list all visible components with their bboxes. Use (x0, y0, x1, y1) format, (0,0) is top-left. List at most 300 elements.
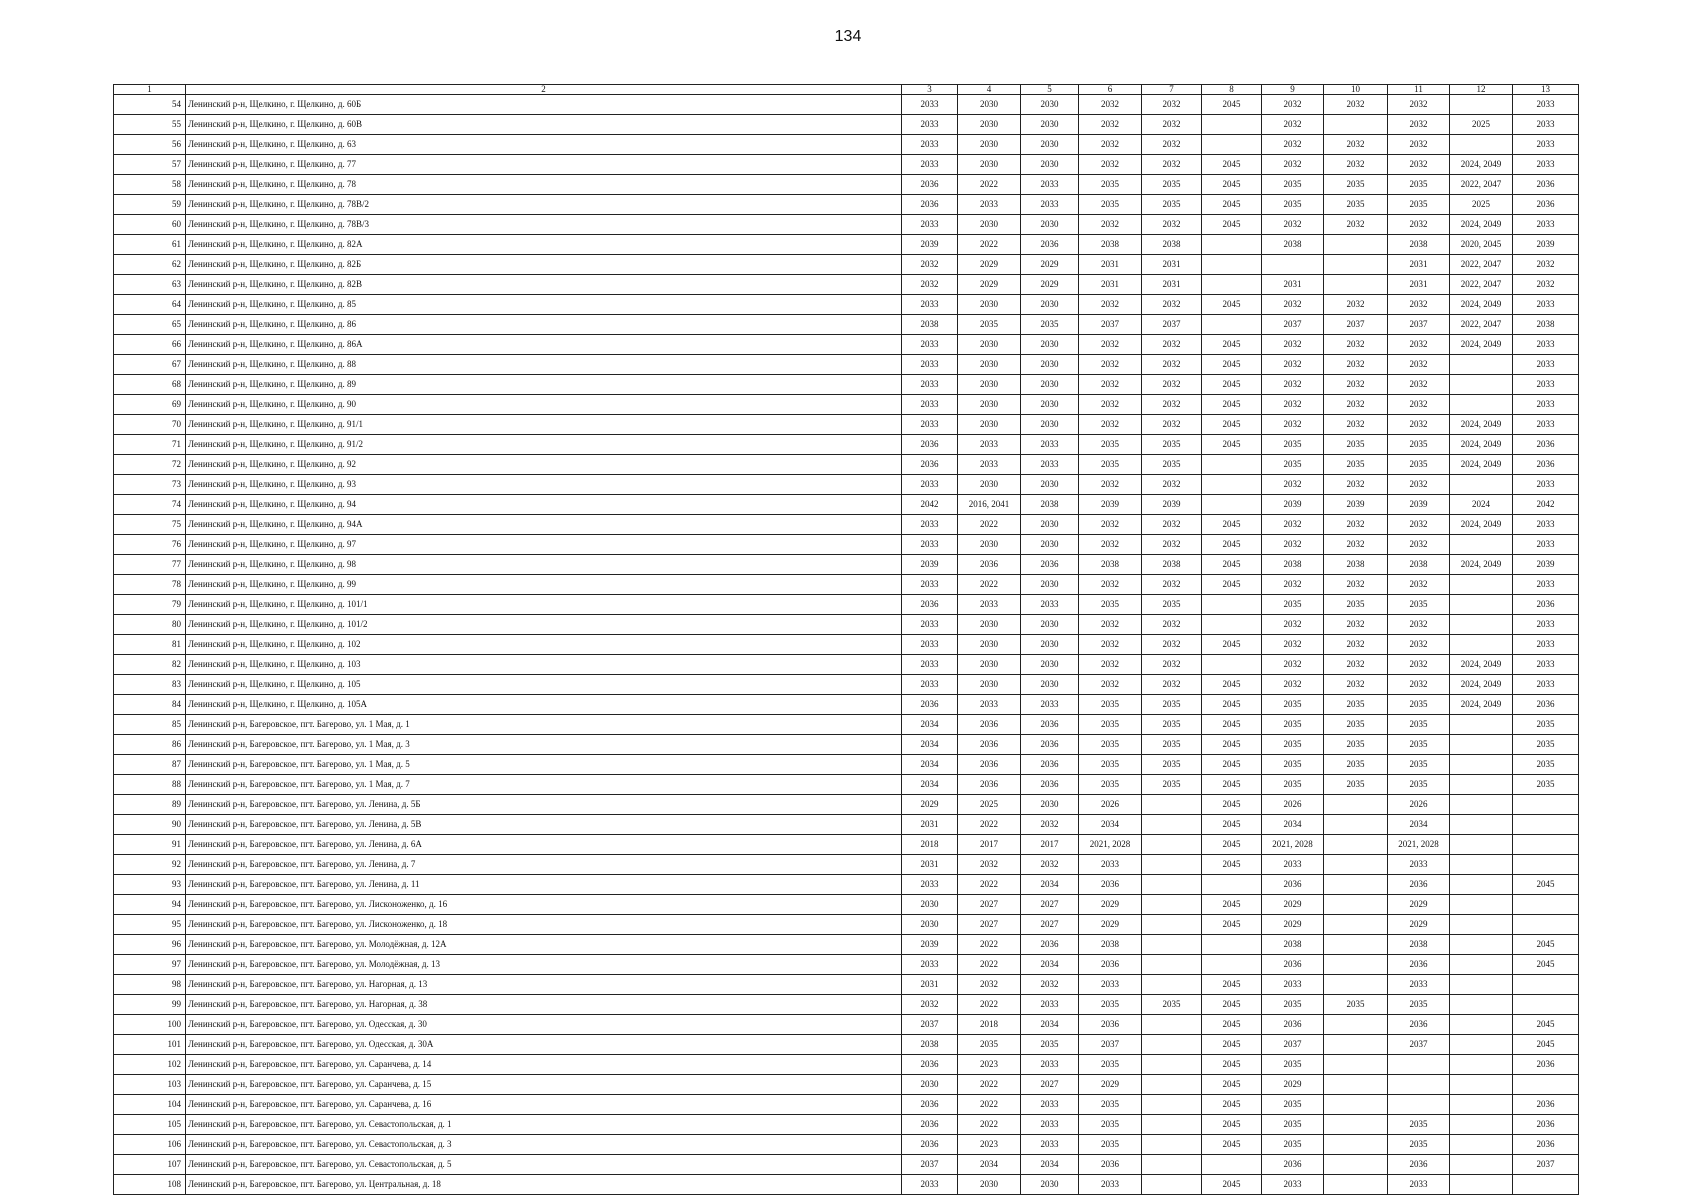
year-cell: 2036 (958, 715, 1021, 735)
year-cell: 2035 (1388, 1135, 1450, 1155)
year-cell: 2029 (1021, 275, 1079, 295)
year-cell: 2034 (902, 735, 958, 755)
year-cell: 2027 (1021, 1075, 1079, 1095)
table-row (114, 355, 1579, 375)
year-cell: 2030 (958, 335, 1021, 355)
year-cell: 2036 (1021, 735, 1079, 755)
year-cell (1324, 955, 1388, 975)
year-cell: 2035 (1513, 715, 1579, 735)
year-cell: 2035 (1142, 595, 1202, 615)
year-cell: 2038 (1079, 935, 1142, 955)
table-row (114, 1155, 1579, 1175)
address-cell: Ленинский р-н, Щелкино, г. Щелкино, д. 88 (186, 355, 902, 375)
address-cell: Ленинский р-н, Щелкино, г. Щелкино, д. 78В/3 (186, 215, 902, 235)
year-cell: 2032 (1262, 635, 1324, 655)
table-row (114, 1075, 1579, 1095)
year-cell: 2024, 2049 (1450, 675, 1513, 695)
year-cell: 2032 (1262, 375, 1324, 395)
address-cell: Ленинский р-н, Щелкино, г. Щелкино, д. 94А (186, 515, 902, 535)
year-cell: 2030 (958, 375, 1021, 395)
year-cell (1324, 1095, 1388, 1115)
year-cell: 2036 (1262, 1155, 1324, 1175)
year-cell: 2035 (1079, 595, 1142, 615)
table-row (114, 835, 1579, 855)
row-number-cell: 64 (114, 295, 186, 315)
row-number-cell: 71 (114, 435, 186, 455)
row-number-cell: 92 (114, 855, 186, 875)
year-cell: 2039 (1513, 555, 1579, 575)
year-cell: 2030 (958, 215, 1021, 235)
year-cell (1450, 955, 1513, 975)
year-cell: 2045 (1202, 1015, 1262, 1035)
column-header: 12 (1450, 85, 1513, 95)
table-row (114, 855, 1579, 875)
table-row (114, 535, 1579, 555)
year-cell (1142, 795, 1202, 815)
year-cell: 2033 (1513, 375, 1579, 395)
year-cell: 2027 (958, 895, 1021, 915)
year-cell: 2038 (1388, 935, 1450, 955)
year-cell (1324, 235, 1388, 255)
year-cell: 2030 (902, 1075, 958, 1095)
table-row (114, 135, 1579, 155)
table-row (114, 335, 1579, 355)
year-cell: 2032 (1324, 615, 1388, 635)
year-cell (1450, 855, 1513, 875)
year-cell: 2030 (958, 115, 1021, 135)
year-cell: 2036 (1079, 1155, 1142, 1175)
year-cell: 2039 (1262, 495, 1324, 515)
year-cell: 2035 (1388, 995, 1450, 1015)
address-cell: Ленинский р-н, Щелкино, г. Щелкино, д. 60Б (186, 95, 902, 115)
year-cell: 2045 (1202, 555, 1262, 575)
year-cell (1142, 815, 1202, 835)
year-cell: 2045 (1513, 955, 1579, 975)
address-cell: Ленинский р-н, Багеровское, пгт. Багерово, ул. Ленина, д. 11 (186, 875, 902, 895)
year-cell (1450, 595, 1513, 615)
year-cell: 2022 (958, 1075, 1021, 1095)
year-cell: 2039 (1324, 495, 1388, 515)
year-cell: 2032 (1142, 395, 1202, 415)
year-cell: 2032 (1324, 635, 1388, 655)
year-cell: 2032 (1079, 575, 1142, 595)
year-cell: 2037 (902, 1155, 958, 1175)
year-cell: 2038 (1079, 555, 1142, 575)
year-cell (1202, 595, 1262, 615)
address-cell: Ленинский р-н, Багеровское, пгт. Багерово, ул. Саранчева, д. 16 (186, 1095, 902, 1115)
year-cell: 2032 (1079, 295, 1142, 315)
year-cell (1450, 1075, 1513, 1095)
year-cell: 2030 (1021, 395, 1079, 415)
year-cell (1450, 535, 1513, 555)
year-cell: 2035 (1388, 755, 1450, 775)
year-cell: 2032 (1388, 135, 1450, 155)
year-cell: 2033 (1513, 655, 1579, 675)
year-cell: 2035 (1262, 195, 1324, 215)
year-cell (1202, 235, 1262, 255)
year-cell: 2036 (1513, 175, 1579, 195)
year-cell: 2038 (1388, 555, 1450, 575)
year-cell: 2033 (902, 395, 958, 415)
row-number-cell: 94 (114, 895, 186, 915)
year-cell: 2029 (1262, 915, 1324, 935)
year-cell: 2032 (1079, 415, 1142, 435)
year-cell: 2035 (1262, 595, 1324, 615)
year-cell: 2033 (902, 215, 958, 235)
year-cell: 2021, 2028 (1388, 835, 1450, 855)
year-cell: 2032 (1324, 135, 1388, 155)
year-cell: 2032 (1324, 295, 1388, 315)
year-cell: 2031 (1079, 255, 1142, 275)
year-cell: 2034 (1021, 875, 1079, 895)
year-cell: 2032 (1142, 475, 1202, 495)
year-cell: 2032 (1262, 675, 1324, 695)
row-number-cell: 68 (114, 375, 186, 395)
year-cell: 2033 (902, 675, 958, 695)
address-cell: Ленинский р-н, Щелкино, г. Щелкино, д. 90 (186, 395, 902, 415)
year-cell (1388, 1095, 1450, 1115)
year-cell: 2032 (1388, 215, 1450, 235)
year-cell: 2035 (1079, 175, 1142, 195)
row-number-cell: 70 (114, 415, 186, 435)
year-cell: 2029 (1262, 1075, 1324, 1095)
year-cell: 2035 (1262, 1135, 1324, 1155)
row-number-cell: 85 (114, 715, 186, 735)
year-cell: 2027 (1021, 895, 1079, 915)
year-cell: 2033 (1262, 1175, 1324, 1195)
row-number-cell: 106 (114, 1135, 186, 1155)
year-cell: 2030 (958, 395, 1021, 415)
year-cell: 2037 (1079, 315, 1142, 335)
year-cell (1450, 1095, 1513, 1115)
year-cell (1450, 755, 1513, 775)
year-cell: 2022 (958, 575, 1021, 595)
year-cell: 2031 (1388, 255, 1450, 275)
year-cell (1142, 835, 1202, 855)
table-row (114, 495, 1579, 515)
year-cell: 2033 (902, 875, 958, 895)
year-cell: 2032 (958, 975, 1021, 995)
year-cell: 2033 (1513, 115, 1579, 135)
row-number-cell: 77 (114, 555, 186, 575)
year-cell (1202, 655, 1262, 675)
year-cell: 2033 (902, 635, 958, 655)
year-cell: 2021, 2028 (1079, 835, 1142, 855)
year-cell: 2036 (902, 1115, 958, 1135)
row-number-cell: 103 (114, 1075, 186, 1095)
address-cell: Ленинский р-н, Щелкино, г. Щелкино, д. 105А (186, 695, 902, 715)
year-cell: 2017 (1021, 835, 1079, 855)
year-cell: 2030 (958, 635, 1021, 655)
year-cell (1513, 895, 1579, 915)
year-cell: 2033 (902, 375, 958, 395)
year-cell: 2032 (1388, 115, 1450, 135)
year-cell: 2039 (1388, 495, 1450, 515)
year-cell: 2032 (902, 275, 958, 295)
year-cell: 2039 (1513, 235, 1579, 255)
year-cell: 2035 (1388, 735, 1450, 755)
year-cell: 2035 (958, 1035, 1021, 1055)
year-cell (1450, 135, 1513, 155)
year-cell: 2032 (1079, 135, 1142, 155)
year-cell: 2029 (1079, 895, 1142, 915)
year-cell: 2032 (1388, 675, 1450, 695)
year-cell: 2035 (1142, 995, 1202, 1015)
table-row (114, 235, 1579, 255)
year-cell: 2033 (1021, 1055, 1079, 1075)
year-cell: 2033 (1513, 575, 1579, 595)
year-cell: 2022 (958, 235, 1021, 255)
row-number-cell: 69 (114, 395, 186, 415)
year-cell: 2036 (1021, 775, 1079, 795)
year-cell: 2033 (1021, 695, 1079, 715)
year-cell: 2036 (1388, 955, 1450, 975)
year-cell: 2032 (1324, 155, 1388, 175)
address-cell: Ленинский р-н, Щелкино, г. Щелкино, д. 99 (186, 575, 902, 595)
year-cell: 2032 (1142, 155, 1202, 175)
year-cell: 2030 (1021, 475, 1079, 495)
year-cell: 2030 (958, 415, 1021, 435)
year-cell: 2035 (1079, 775, 1142, 795)
year-cell: 2032 (1388, 375, 1450, 395)
year-cell: 2023 (958, 1055, 1021, 1075)
year-cell: 2032 (902, 255, 958, 275)
year-cell: 2036 (902, 1055, 958, 1075)
table-row (114, 955, 1579, 975)
year-cell: 2032 (1513, 275, 1579, 295)
year-cell: 2033 (902, 355, 958, 375)
year-cell (1450, 715, 1513, 735)
year-cell: 2032 (1324, 655, 1388, 675)
year-cell (1450, 475, 1513, 495)
year-cell: 2033 (902, 415, 958, 435)
year-cell: 2033 (958, 455, 1021, 475)
year-cell: 2033 (1513, 535, 1579, 555)
table-row (114, 815, 1579, 835)
year-cell: 2037 (1142, 315, 1202, 335)
year-cell: 2035 (1262, 455, 1324, 475)
year-cell: 2032 (1262, 655, 1324, 675)
column-header: 5 (1021, 85, 1079, 95)
year-cell: 2024, 2049 (1450, 415, 1513, 435)
year-cell: 2031 (1262, 275, 1324, 295)
year-cell: 2045 (1202, 1075, 1262, 1095)
year-cell: 2025 (958, 795, 1021, 815)
year-cell: 2035 (1079, 1055, 1142, 1075)
year-cell: 2035 (1324, 775, 1388, 795)
year-cell: 2037 (1262, 315, 1324, 335)
year-cell (1202, 475, 1262, 495)
year-cell: 2035 (1079, 1115, 1142, 1135)
year-cell: 2045 (1202, 395, 1262, 415)
year-cell: 2035 (1388, 175, 1450, 195)
year-cell (1142, 875, 1202, 895)
year-cell (1324, 1135, 1388, 1155)
year-cell: 2026 (1262, 795, 1324, 815)
row-number-cell: 76 (114, 535, 186, 555)
year-cell (1450, 995, 1513, 1015)
year-cell: 2045 (1202, 735, 1262, 755)
year-cell: 2032 (1324, 535, 1388, 555)
address-cell: Ленинский р-н, Багеровское, пгт. Багерово, ул. Ленина, д. 5В (186, 815, 902, 835)
year-cell: 2045 (1202, 95, 1262, 115)
year-cell: 2034 (1021, 1155, 1079, 1175)
column-header: 7 (1142, 85, 1202, 95)
year-cell: 2035 (1324, 715, 1388, 735)
year-cell: 2045 (1202, 515, 1262, 535)
year-cell: 2032 (1142, 675, 1202, 695)
year-cell: 2032 (1262, 355, 1324, 375)
table-row (114, 1055, 1579, 1075)
year-cell: 2045 (1202, 1115, 1262, 1135)
year-cell: 2035 (1021, 315, 1079, 335)
year-cell: 2036 (1513, 595, 1579, 615)
year-cell: 2022 (958, 935, 1021, 955)
year-cell: 2033 (1388, 975, 1450, 995)
year-cell: 2042 (902, 495, 958, 515)
row-number-cell: 61 (114, 235, 186, 255)
row-number-cell: 100 (114, 1015, 186, 1035)
year-cell: 2033 (902, 535, 958, 555)
year-cell: 2035 (1079, 695, 1142, 715)
year-cell: 2032 (1324, 575, 1388, 595)
row-number-cell: 81 (114, 635, 186, 655)
year-cell: 2045 (1513, 875, 1579, 895)
year-cell: 2034 (1021, 1015, 1079, 1035)
year-cell: 2032 (1388, 535, 1450, 555)
year-cell: 2038 (902, 1035, 958, 1055)
year-cell: 2035 (1142, 775, 1202, 795)
year-cell: 2033 (1513, 135, 1579, 155)
year-cell: 2032 (1262, 535, 1324, 555)
year-cell: 2045 (1202, 1035, 1262, 1055)
address-cell: Ленинский р-н, Щелкино, г. Щелкино, д. 63 (186, 135, 902, 155)
table-row (114, 935, 1579, 955)
year-cell (1324, 1015, 1388, 1035)
table-row (114, 95, 1579, 115)
year-cell (1513, 1075, 1579, 1095)
year-cell: 2030 (1021, 615, 1079, 635)
year-cell (1142, 935, 1202, 955)
year-cell: 2032 (902, 995, 958, 1015)
year-cell: 2033 (1021, 1115, 1079, 1135)
year-cell: 2033 (902, 955, 958, 975)
row-number-cell: 95 (114, 915, 186, 935)
year-cell: 2045 (1202, 535, 1262, 555)
year-cell: 2030 (1021, 415, 1079, 435)
address-cell: Ленинский р-н, Багеровское, пгт. Багерово, ул. Одесская, д. 30 (186, 1015, 902, 1035)
year-cell: 2025 (1450, 115, 1513, 135)
table-row (114, 915, 1579, 935)
address-cell: Ленинский р-н, Багеровское, пгт. Багерово, ул. Ленина, д. 6А (186, 835, 902, 855)
year-cell (1388, 1055, 1450, 1075)
year-cell: 2035 (1079, 1095, 1142, 1115)
year-cell (1324, 795, 1388, 815)
address-cell: Ленинский р-н, Щелкино, г. Щелкино, д. 101/1 (186, 595, 902, 615)
year-cell: 2031 (1079, 275, 1142, 295)
year-cell: 2033 (902, 335, 958, 355)
year-cell: 2036 (902, 1135, 958, 1155)
year-cell: 2045 (1202, 915, 1262, 935)
year-cell: 2030 (958, 615, 1021, 635)
year-cell: 2032 (1079, 335, 1142, 355)
year-cell: 2038 (1021, 495, 1079, 515)
table-row (114, 515, 1579, 535)
year-cell: 2030 (1021, 515, 1079, 535)
year-cell: 2033 (1262, 975, 1324, 995)
year-cell: 2024, 2049 (1450, 435, 1513, 455)
row-number-cell: 90 (114, 815, 186, 835)
year-cell: 2037 (1262, 1035, 1324, 1055)
year-cell: 2035 (1324, 595, 1388, 615)
year-cell (1324, 875, 1388, 895)
year-cell: 2035 (1262, 995, 1324, 1015)
year-cell: 2045 (1513, 935, 1579, 955)
year-cell: 2036 (958, 555, 1021, 575)
year-cell: 2036 (902, 435, 958, 455)
year-cell: 2033 (1513, 335, 1579, 355)
year-cell (1142, 1135, 1202, 1155)
year-cell: 2032 (1388, 515, 1450, 535)
year-cell (1142, 1175, 1202, 1195)
year-cell: 2030 (1021, 295, 1079, 315)
address-cell: Ленинский р-н, Багеровское, пгт. Багерово, ул. Севастопольская, д. 5 (186, 1155, 902, 1175)
table-row (114, 875, 1579, 895)
year-cell: 2036 (902, 195, 958, 215)
year-cell: 2036 (902, 1095, 958, 1115)
address-cell: Ленинский р-н, Щелкино, г. Щелкино, д. 89 (186, 375, 902, 395)
table-header (114, 85, 1579, 95)
year-cell: 2036 (1388, 1015, 1450, 1035)
year-cell: 2036 (1262, 1015, 1324, 1035)
year-cell: 2022 (958, 515, 1021, 535)
year-cell: 2033 (902, 615, 958, 635)
year-cell: 2035 (1388, 435, 1450, 455)
row-number-cell: 58 (114, 175, 186, 195)
year-cell: 2033 (902, 655, 958, 675)
year-cell (1450, 1015, 1513, 1035)
row-number-cell: 55 (114, 115, 186, 135)
year-cell: 2032 (1079, 95, 1142, 115)
year-cell: 2024, 2049 (1450, 695, 1513, 715)
year-cell: 2030 (1021, 335, 1079, 355)
year-cell (1450, 1055, 1513, 1075)
year-cell (1142, 1115, 1202, 1135)
year-cell: 2045 (1202, 335, 1262, 355)
year-cell (1450, 915, 1513, 935)
address-cell: Ленинский р-н, Багеровское, пгт. Багерово, ул. Нагорная, д. 38 (186, 995, 902, 1015)
year-cell (1450, 815, 1513, 835)
year-cell: 2032 (1142, 575, 1202, 595)
year-cell: 2036 (1079, 1015, 1142, 1035)
year-cell: 2036 (1079, 875, 1142, 895)
year-cell: 2035 (1324, 695, 1388, 715)
year-cell (1202, 115, 1262, 135)
address-cell: Ленинский р-н, Щелкино, г. Щелкино, д. 78В/2 (186, 195, 902, 215)
year-cell: 2033 (1513, 155, 1579, 175)
table-row (114, 895, 1579, 915)
table-row (114, 1135, 1579, 1155)
row-number-cell: 102 (114, 1055, 186, 1075)
table-row (114, 1035, 1579, 1055)
year-cell: 2036 (1513, 455, 1579, 475)
table-row (114, 255, 1579, 275)
year-cell (1142, 1055, 1202, 1075)
year-cell: 2033 (1262, 855, 1324, 875)
year-cell: 2035 (1513, 775, 1579, 795)
year-cell (1513, 1175, 1579, 1195)
row-number-cell: 72 (114, 455, 186, 475)
